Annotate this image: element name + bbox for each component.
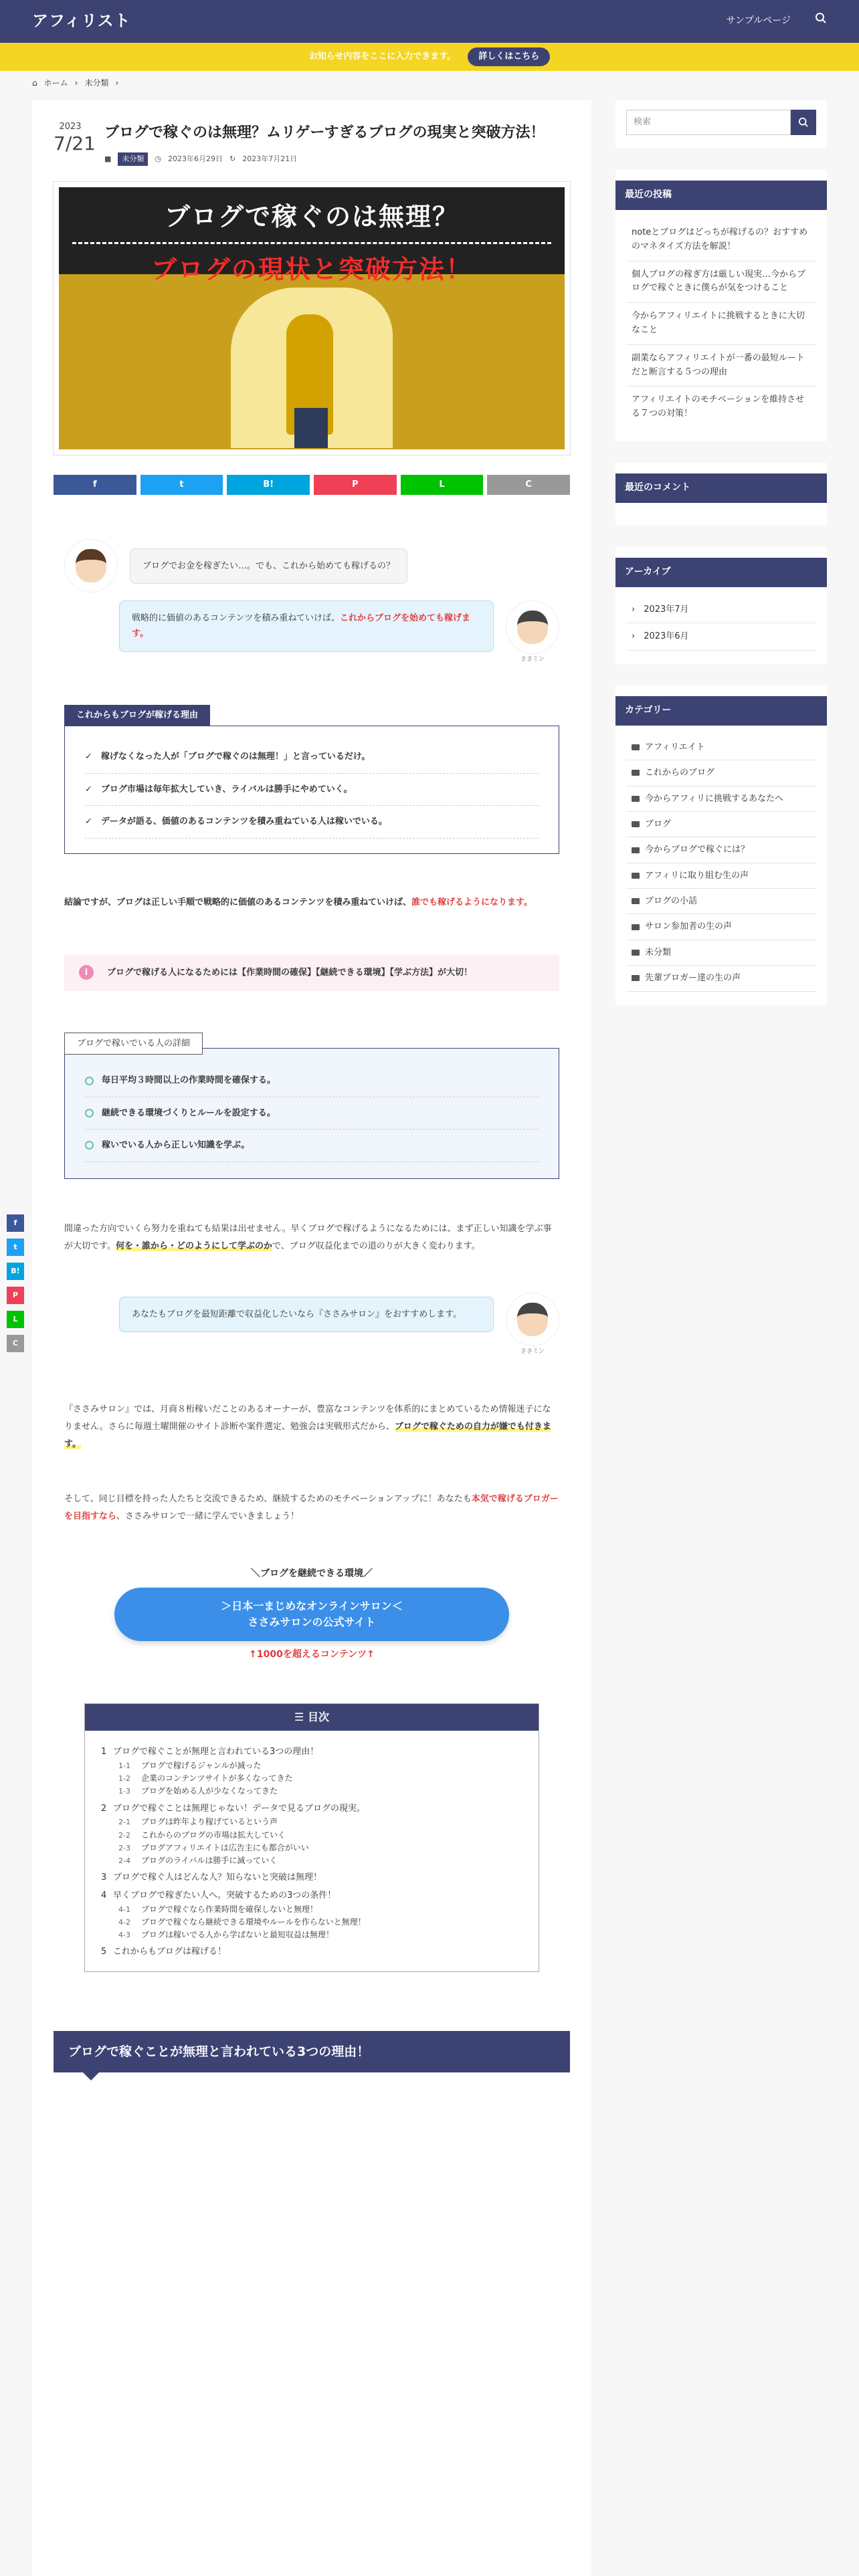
home-icon: ⌂ <box>32 78 37 88</box>
recent-post-link[interactable]: 個人ブログの稼ぎ方は厳しい現実…今からブログで稼ぐときに僕らが気をつけること <box>626 261 816 304</box>
main-content <box>32 100 591 2576</box>
site-logo[interactable]: アフィリスト <box>32 11 131 31</box>
share-twitter-button[interactable]: t <box>140 475 223 495</box>
clock-icon: ◷ <box>155 154 162 164</box>
widget-title: 最近のコメント <box>615 473 827 503</box>
list-item: 継続できる環境づくりとルールを設定する。 <box>85 1097 539 1130</box>
category-widget <box>615 685 827 1005</box>
category-badge[interactable]: 未分類 <box>118 152 148 166</box>
folder-icon <box>632 924 640 930</box>
toc-subitem[interactable]: 1-1 ブログで稼げるジャンルが減った <box>118 1760 262 1770</box>
cta-label: ＼ブログを継続できる環境／ <box>251 1568 373 1579</box>
chat-bubble: あなたもブログを最短距離で収益化したいなら『ささみサロン』をおすすめします。 <box>119 1297 494 1332</box>
chat-reader <box>64 539 559 593</box>
recent-post-link[interactable]: アフィリエイトのモチベーションを維持させる７つの対策！ <box>632 395 805 419</box>
folder-icon <box>632 744 640 750</box>
toc-item[interactable]: 2 ブログで稼ぐことは無理じゃない！データで見るブログの現実。 <box>101 1803 366 1814</box>
chevron-right-icon: › <box>115 78 119 88</box>
recent-post-link[interactable]: 今からアフィリエイトに挑戦するときに大切なこと <box>626 303 816 345</box>
search-icon[interactable] <box>815 12 827 30</box>
list-item: ✓ データが語る、価値のあるコンテンツを積み重ねている人は稼いでいる。 <box>85 806 539 838</box>
toc-subitem[interactable]: 4-3 ブログは稼いでる人から学ばないと最短収益は無理！ <box>118 1930 335 1940</box>
notice-button[interactable]: 詳しくはこちら <box>468 47 550 66</box>
paragraph: そして、同じ目標を持った人たちと交流できるため、継続するためのモチベーションアップに！あなたも本気で稼げるブロガーを目指すなら、ささみサロンで一緒に学んでいきましょう！ <box>64 1493 559 1521</box>
archive-link[interactable]: › 2023年6月 <box>626 623 816 650</box>
list-item: ✓ ブログ市場は毎年拡大していき、ライバルは勝手にやめていく。 <box>85 774 539 806</box>
toc-subitem[interactable]: 2-3 ブログアフィリエイトは広告主にも都合がいい <box>118 1842 309 1852</box>
paragraph: 間違った方向でいくら努力を重ねても結果は出せません。早くブログで稼げるようになるためには、まず正しい知識を学ぶ事が大切です。何を・誰から・どのようにして学ぶのかで、ブログ収益化までの道のりが大きく変わります。 <box>64 1223 552 1251</box>
reasons-box <box>64 705 559 854</box>
share-line-button[interactable]: L <box>401 475 484 495</box>
eyecatch-line1: ブログで稼ぐのは無理？ <box>164 201 459 231</box>
search-widget <box>615 100 827 148</box>
folder-icon <box>632 770 640 776</box>
recent-post-link[interactable]: 副業ならアフィリエイトが一番の最短ルートだと断言する５つの理由 <box>626 345 816 387</box>
global-nav <box>727 12 827 30</box>
circle-icon <box>85 1141 94 1150</box>
avatar-name: ささミン <box>520 655 545 663</box>
category-link[interactable]: アフィリエイト <box>626 735 816 760</box>
notice-bar <box>0 43 859 71</box>
avatar-name: ささミン <box>520 1348 545 1355</box>
paragraph: 『ささみサロン』では、月商８桁稼いだことのあるオーナーが、豊富なコンテンツを体系的にまとめているため情報迷子になりません。さらに毎週土曜開催のサイト診断や案件選定、勉強会は実戦形式だから、ブログで稼ぐための自力が嫌でも付きます。 <box>64 1404 551 1449</box>
archive-link[interactable]: › 2023年7月 <box>626 597 816 623</box>
cta-button[interactable]: ＞日本一まじめなオンラインサロン＜ ささみサロンの公式サイト <box>114 1588 509 1641</box>
toc-header: ☰ 目次 <box>85 1704 539 1731</box>
share-hatena-button[interactable]: B! <box>7 1263 24 1280</box>
toc-subitem[interactable]: 1-2 企業のコンテンツサイトが多くなってきた <box>118 1774 293 1784</box>
toc-item[interactable]: 4 早くブログで稼ぎたい人へ。突破するための3つの条件！ <box>101 1890 337 1901</box>
folder-icon <box>632 898 640 904</box>
category-link[interactable]: 未分類 <box>626 940 816 966</box>
share-buttons <box>54 475 570 495</box>
list-item: 稼いでいる人から正しい知識を学ぶ。 <box>85 1130 539 1162</box>
category-link[interactable]: 今からブログで稼ぐには？ <box>626 837 816 863</box>
chat-author <box>64 1293 559 1357</box>
avatar <box>506 1293 559 1346</box>
widget-title: 最近の投稿 <box>615 181 827 210</box>
circle-icon <box>85 1077 94 1085</box>
toc-item[interactable]: 1 ブログで稼ぐことが無理と言われている3つの理由！ <box>101 1747 319 1757</box>
post-date <box>54 122 96 166</box>
recent-post-link[interactable]: noteとブログはどっちが稼げるの？おすすめのマネタイズ方法を解説！ <box>626 219 816 261</box>
category-link[interactable]: これからのブログ <box>626 760 816 786</box>
category-link[interactable]: 先輩ブロガー達の生の声 <box>626 966 816 991</box>
category-link[interactable]: ブログ <box>626 812 816 837</box>
list-item: ✓ 稼げなくなった人が「ブログで稼ぐのは無理！」と言っているだけ。 <box>85 741 539 773</box>
updated-date: 2023年7月21日 <box>242 154 298 164</box>
breadcrumb-category[interactable]: 未分類 <box>84 78 109 88</box>
toc-subitem[interactable]: 2-2 これからのブログの市場は拡大していく <box>118 1830 286 1840</box>
list-icon: ☰ <box>294 1711 304 1724</box>
folder-icon: ■ <box>104 154 112 164</box>
refresh-icon: ↻ <box>229 154 236 164</box>
toc-subitem[interactable]: 2-1 ブログは昨年より稼げているという声 <box>118 1817 278 1827</box>
widget-title: アーカイブ <box>615 558 827 587</box>
folder-icon <box>632 796 640 802</box>
share-pocket-button[interactable]: P <box>314 475 397 495</box>
conclusion-text: 結論ですが、ブログは正しい手順で戦略的に価値のあるコンテンツを積み重ねていけば、誰でも稼げるようになります。 <box>64 897 533 907</box>
avatar <box>64 539 118 593</box>
notice-text: お知らせ内容をここに入力できます。 <box>308 51 456 62</box>
toc-list <box>85 1731 539 1971</box>
share-hatena-button[interactable]: B! <box>227 475 310 495</box>
folder-icon <box>632 873 640 879</box>
widget-title: カテゴリー <box>615 696 827 726</box>
toc-subitem[interactable]: 1-3 ブログを始める人が少なくなってきた <box>118 1786 278 1796</box>
toc-subitem[interactable]: 4-1 ブログで稼ぐなら作業時間を確保しないと無理！ <box>118 1904 318 1914</box>
details-list <box>64 1048 559 1178</box>
share-copy-button[interactable]: C <box>487 475 570 495</box>
folder-icon <box>632 975 640 981</box>
alert-text: ブログで稼げる人になるためには【作業時間の確保】【継続できる環境】【学ぶ方法】が大切！ <box>107 967 473 978</box>
archive-widget <box>615 547 827 664</box>
search-input[interactable]: 検索 <box>626 110 791 135</box>
folder-icon <box>632 821 640 827</box>
toc-item[interactable]: 5 これからもブログは稼げる！ <box>101 1947 227 1957</box>
search-button[interactable] <box>791 110 816 135</box>
floating-share-bar <box>7 1214 24 1352</box>
cta-section <box>64 1566 559 1663</box>
alert-box <box>64 954 559 991</box>
share-facebook-button[interactable]: f <box>54 475 136 495</box>
published-date: 2023年6月29日 <box>168 154 223 164</box>
eyecatch-line2: ブログの現状と突破方法！ <box>151 255 472 285</box>
page-title: ブログで稼ぐのは無理？ムリゲーすぎるブログの現実と突破方法！ <box>104 124 545 141</box>
category-link[interactable]: サロン参加者の生の声 <box>626 914 816 940</box>
chat-bubble: ブログでお金を稼ぎたい…。でも、これから始めても稼げるの？ <box>130 548 407 584</box>
folder-icon <box>632 847 640 853</box>
toc-item[interactable]: 3 ブログで稼ぐ人はどんな人？知らないと突破は無理！ <box>101 1872 322 1883</box>
share-pocket-button[interactable]: P <box>7 1287 24 1304</box>
post-month-day: 7/21 <box>54 132 96 154</box>
toc-subitem[interactable]: 4-2 ブログで稼ぐなら継続できる環境やルールを作らないと無理！ <box>118 1917 366 1927</box>
reasons-list <box>64 726 559 853</box>
reasons-label: これからもブログが稼げる理由 <box>64 705 210 726</box>
table-of-contents <box>84 1703 539 1972</box>
cta-note: ↑1000を超えるコンテンツ↑ <box>249 1648 375 1660</box>
breadcrumb-home[interactable]: ホーム <box>43 78 68 88</box>
recent-comments-widget <box>615 463 827 526</box>
post-meta <box>104 152 545 166</box>
nav-sample-page[interactable]: サンプルページ <box>726 15 791 27</box>
share-copy-button[interactable]: C <box>7 1335 24 1352</box>
category-link[interactable]: アフィリに取り組む生の声 <box>626 863 816 889</box>
chat-author <box>64 601 559 665</box>
circle-icon <box>85 1109 94 1117</box>
avatar <box>506 601 559 654</box>
chevron-right-icon: › <box>74 78 78 88</box>
recent-posts-widget <box>615 170 827 441</box>
share-facebook-button[interactable]: f <box>7 1214 24 1232</box>
site-header <box>0 0 859 43</box>
category-link[interactable]: ブログの小話 <box>626 889 816 914</box>
toc-subitem[interactable]: 2-4 ブログのライバルは勝手に減っていく <box>118 1855 278 1865</box>
list-item: 毎日平均３時間以上の作業時間を確保する。 <box>85 1065 539 1097</box>
eyecatch-image <box>54 182 570 455</box>
breadcrumb <box>0 71 859 96</box>
details-label: ブログで稼いでいる人の詳細 <box>64 1033 203 1055</box>
category-link[interactable]: 今からアフィリに挑戦するあなたへ <box>626 786 816 812</box>
info-icon: i <box>79 965 94 980</box>
chat-bubble: 戦略的に価値のあるコンテンツを積み重ねていけば、これからブログを始めても稼げます。 <box>119 601 494 652</box>
share-twitter-button[interactable]: t <box>7 1239 24 1256</box>
details-box <box>64 1033 559 1179</box>
sidebar <box>615 100 827 1027</box>
section-heading: ブログで稼ぐことが無理と言われている3つの理由！ <box>54 2031 570 2072</box>
folder-icon <box>632 950 640 956</box>
post-year: 2023 <box>59 122 82 132</box>
share-line-button[interactable]: L <box>7 1311 24 1328</box>
